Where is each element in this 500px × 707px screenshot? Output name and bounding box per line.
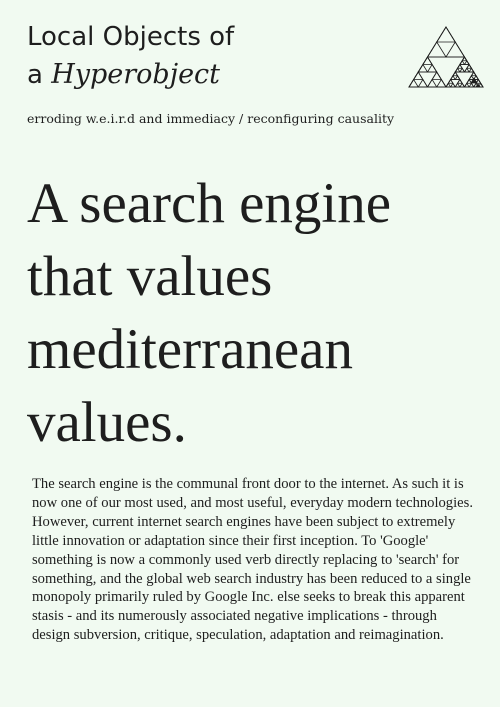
tagline: erroding w.e.i.r.d and immediacy / reconfiguring causality [27,111,395,126]
title-line-2 [27,56,234,94]
title-italic-word: Hyperobject [51,59,221,90]
headline-line-4: values. [27,391,187,454]
body-paragraph: The search engine is the communal front door to the internet. As such it is now one of our most used, and most useful, everyday modern technologies. However, current internet search engines have been subject to extremely little innovation or adaptation since their first inception. To 'Google' something is now a commonly used verb directly replacing to 'search' for something, and the global web search industry has been reduced to a single monopoly primarily ruled by Google Inc. else seeks to break this apparent stasis - and its numerously associated negative implications - through design subversion, critique, speculation, adaptation and reimagination. [32,476,473,644]
sierpinski-triangle-icon [408,26,484,88]
title-prefix: a [27,60,52,90]
headline-line-2: that values [27,245,273,308]
title-line-1: Local Objects of [27,22,235,52]
headline-line-3: mediterranean [27,318,353,381]
headline [27,167,487,459]
page-header [27,18,234,94]
headline-line-1: A search engine [27,172,392,235]
